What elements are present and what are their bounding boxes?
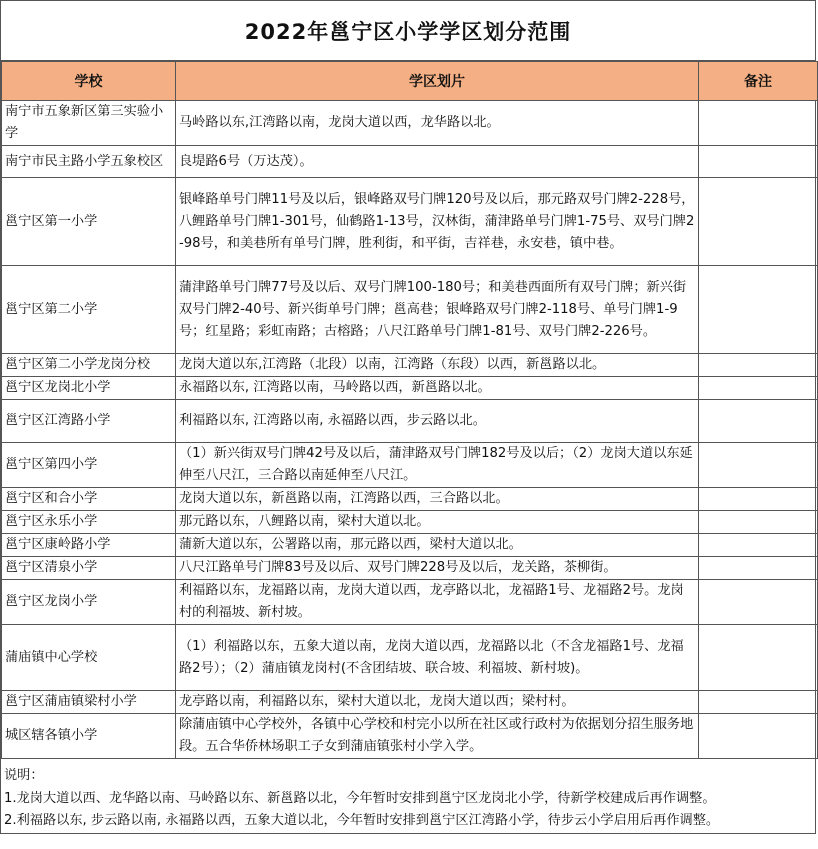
zone-cell: 良堤路6号（万达茂）。 (176, 146, 699, 178)
note-cell (699, 488, 818, 511)
table-row (2, 354, 818, 377)
header-zone: 学区划片 (176, 62, 699, 101)
note-cell (699, 580, 818, 625)
zone-cell: （1）新兴街双号门牌42号及以后，蒲津路双号门牌182号及以后；（2）龙岗大道以东延伸至八尺江，三合路以南延伸至八尺江。 (176, 443, 699, 488)
zone-cell: 八尺江路单号门牌83号及以后、双号门牌228号及以后，龙关路，茶柳街。 (176, 557, 699, 580)
note-cell (699, 266, 818, 354)
school-cell: 蒲庙镇中心学校 (2, 625, 176, 691)
note-cell (699, 534, 818, 557)
note-cell (699, 354, 818, 377)
table-row (2, 511, 818, 534)
zone-cell: 蒲新大道以东，公署路以南，那元路以西，梁村大道以北。 (176, 534, 699, 557)
zone-cell: 那元路以东，八鲤路以南，梁村大道以北。 (176, 511, 699, 534)
zone-cell: 马岭路以东,江湾路以南，龙岗大道以西，龙华路以北。 (176, 101, 699, 146)
header-row (2, 62, 818, 101)
school-cell: 南宁市民主路小学五象校区 (2, 146, 176, 178)
note-cell (699, 557, 818, 580)
table-row (2, 101, 818, 146)
school-cell: 邕宁区康岭路小学 (2, 534, 176, 557)
zone-cell: 除蒲庙镇中心学校外，各镇中心学校和村完小以所在社区或行政村为依据划分招生服务地段。五合华侨林场职工子女到蒲庙镇张村小学入学。 (176, 714, 699, 759)
table-row (2, 377, 818, 400)
school-cell: 邕宁区第一小学 (2, 178, 176, 266)
school-zone-table (1, 61, 818, 759)
zone-cell: 龙亭路以南，利福路以东，梁村大道以北，龙岗大道以西；梁村村。 (176, 691, 699, 714)
school-cell: 邕宁区龙岗小学 (2, 580, 176, 625)
note-cell (699, 443, 818, 488)
note-cell (699, 178, 818, 266)
table-row (2, 580, 818, 625)
table-row (2, 400, 818, 443)
table-row (2, 714, 818, 759)
zone-cell: 龙岗大道以东，新邕路以南，江湾路以西，三合路以北。 (176, 488, 699, 511)
school-cell: 邕宁区和合小学 (2, 488, 176, 511)
zone-cell: 龙岗大道以东,江湾路（北段）以南，江湾路（东段）以西，新邕路以北。 (176, 354, 699, 377)
header-note: 备注 (699, 62, 818, 101)
notes-heading: 说明： (4, 768, 44, 783)
note-cell (699, 101, 818, 146)
note-cell (699, 377, 818, 400)
school-cell: 南宁市五象新区第三实验小学 (2, 101, 176, 146)
note-cell (699, 400, 818, 443)
table-row (2, 625, 818, 691)
zone-cell: 银峰路单号门牌11号及以后，银峰路双号门牌120号及以后，那元路双号门牌2-228号，八鲤路单号门牌1-301号，仙鹤路1-13号，汉林街，蒲津路单号门牌1-75号、双号门牌2-98号，和美巷所有单号门牌，胜利街，和平街，吉祥巷，永安巷，镇中巷。 (176, 178, 699, 266)
school-cell: 邕宁区第四小学 (2, 443, 176, 488)
table-row (2, 178, 818, 266)
zone-cell: 蒲津路单号门牌77号及以后、双号门牌100-180号；和美巷西面所有双号门牌；新兴街双号门牌2-40号、新兴街单号门牌；邕高巷；银峰路双号门牌2-118号、单号门牌1-9号；红星路；彩虹南路；古榕路；八尺江路单号门牌1-81号、双号门牌2-226号。 (176, 266, 699, 354)
school-cell: 邕宁区蒲庙镇梁村小学 (2, 691, 176, 714)
table-row (2, 146, 818, 178)
table-row (2, 557, 818, 580)
zone-cell: 利福路以东，龙福路以南，龙岗大道以西，龙亭路以北，龙福路1号、龙福路2号。龙岗村的利福坡、新村坡。 (176, 580, 699, 625)
school-cell: 邕宁区龙岗北小学 (2, 377, 176, 400)
table-row (2, 443, 818, 488)
table-row (2, 534, 818, 557)
table-row (2, 266, 818, 354)
school-cell: 邕宁区永乐小学 (2, 511, 176, 534)
zone-cell: 利福路以东, 江湾路以南, 永福路以西，步云路以北。 (176, 400, 699, 443)
school-cell: 邕宁区第二小学 (2, 266, 176, 354)
school-cell: 邕宁区江湾路小学 (2, 400, 176, 443)
note-item-2: 2.利福路以东, 步云路以南, 永福路以西，五象大道以北，今年暂时安排到邕宁区江湾路小学，待步云小学启用后再作调整。 (4, 813, 720, 828)
table-row (2, 488, 818, 511)
school-cell: 城区辖各镇小学 (2, 714, 176, 759)
note-cell (699, 714, 818, 759)
note-cell (699, 691, 818, 714)
note-cell (699, 146, 818, 178)
note-item-1: 1.龙岗大道以西、龙华路以南、马岭路以东、新邕路以北，今年暂时安排到邕宁区龙岗北小学，待新学校建成后再作调整。 (4, 790, 716, 806)
zone-cell: （1）利福路以东，五象大道以南，龙岗大道以西，龙福路以北（不含龙福路1号、龙福路2号）；（2）蒲庙镇龙岗村(不含团结坡、联合坡、利福坡、新村坡)。 (176, 625, 699, 691)
header-school: 学校 (2, 62, 176, 101)
school-cell: 邕宁区第二小学龙岗分校 (2, 354, 176, 377)
page-title: 2022年邕宁区小学学区划分范围 (1, 1, 815, 61)
school-cell: 邕宁区清泉小学 (2, 557, 176, 580)
note-cell (699, 625, 818, 691)
table-row (2, 691, 818, 714)
zone-cell: 永福路以东, 江湾路以南，马岭路以西，新邕路以北。 (176, 377, 699, 400)
note-cell (699, 511, 818, 534)
notes-section (1, 759, 815, 833)
